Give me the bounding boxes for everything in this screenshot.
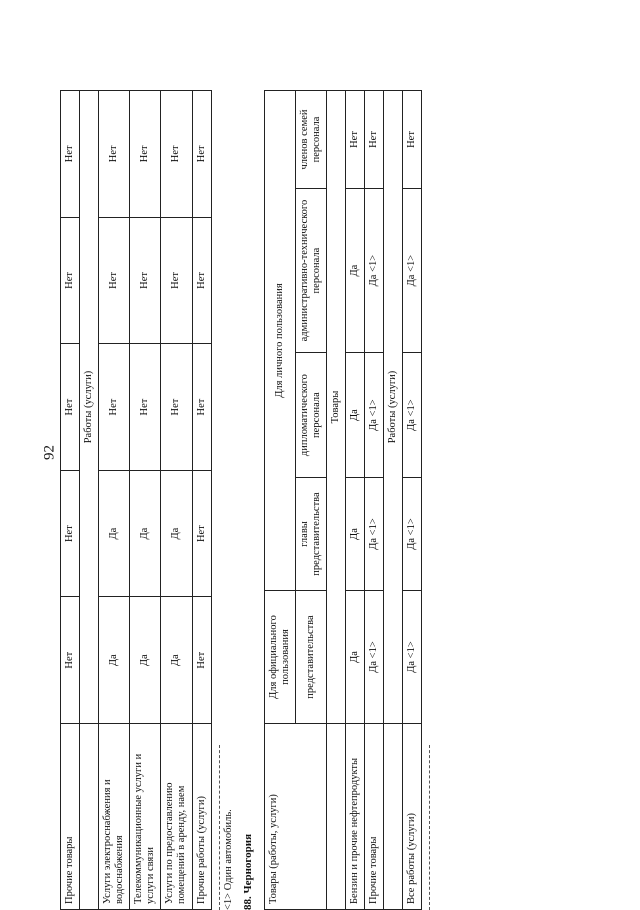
table-cell: Нет	[99, 344, 130, 471]
subheader-cell: административно-технического персонала	[295, 189, 326, 353]
table-cell: Нет	[192, 597, 211, 724]
table-cell: Да	[130, 597, 161, 724]
subheader-cell: членов семей персонала	[295, 91, 326, 189]
subheader-cell: дипломатического персонала	[295, 353, 326, 478]
row-label: Прочие товары	[364, 724, 383, 910]
table-cell: Да	[345, 189, 364, 353]
table-row	[61, 91, 80, 910]
row-label: Услуги электроснабжения и водоснабжения	[99, 724, 130, 910]
table-cell: Нет	[403, 91, 422, 189]
table-cell: Нет	[61, 344, 80, 471]
row-label: Услуги по предоставлению помещений в аренду, наем	[161, 724, 192, 910]
table-row	[403, 91, 422, 910]
table-cell: Да	[99, 597, 130, 724]
table-upper	[60, 90, 212, 910]
table-cell: Нет	[192, 91, 211, 218]
table-row	[192, 91, 211, 910]
footnote-rule-bottom	[429, 745, 430, 910]
table-cell: Нет	[130, 91, 161, 218]
footnote: <1> Один автомобиль.	[222, 809, 234, 910]
table-cell: Да <1>	[403, 189, 422, 353]
row-label: Бензин и прочие нефтепродукты	[345, 724, 364, 910]
table-montenegro	[264, 90, 423, 910]
table-cell: Да	[345, 591, 364, 724]
table-cell: Нет	[99, 91, 130, 218]
country-heading: 88. Черногория	[241, 833, 254, 910]
table-cell: Да <1>	[364, 478, 383, 591]
table-cell: Да	[161, 597, 192, 724]
section-row	[326, 91, 345, 910]
table-cell: Нет	[192, 470, 211, 597]
section-label: Работы (услуги)	[80, 91, 99, 724]
section-row	[384, 91, 403, 910]
table-cell: Да <1>	[364, 353, 383, 478]
page-number: 92	[41, 445, 58, 460]
section-row	[80, 91, 99, 910]
table-cell: Да	[130, 470, 161, 597]
table-cell: Нет	[61, 470, 80, 597]
table-cell: Да	[345, 478, 364, 591]
table-cell: Нет	[99, 217, 130, 344]
table-cell: Да	[161, 470, 192, 597]
table-row	[364, 91, 383, 910]
row-label: Телекоммуникационные услуги и услуги связи	[130, 724, 161, 910]
row-label: Прочие работы (услуги)	[192, 724, 211, 910]
table-row	[99, 91, 130, 910]
col-personal-header: Для личного пользования	[264, 91, 295, 591]
table-row	[130, 91, 161, 910]
table-row	[161, 91, 192, 910]
table-cell: Нет	[345, 91, 364, 189]
table-cell: Нет	[161, 91, 192, 218]
subheader-cell: представительства	[295, 591, 326, 724]
section-empty-cell	[384, 724, 403, 910]
table-cell: Нет	[61, 597, 80, 724]
row-label: Прочие товары	[61, 724, 80, 910]
col-official-header: Для официального пользования	[264, 591, 295, 724]
section-label: Работы (услуги)	[384, 91, 403, 724]
table-cell: Нет	[161, 217, 192, 344]
table-cell: Нет	[130, 344, 161, 471]
table-cell: Да <1>	[364, 189, 383, 353]
table-cell: Да <1>	[403, 591, 422, 724]
table-cell: Нет	[130, 217, 161, 344]
table-cell: Да	[345, 353, 364, 478]
table-row	[345, 91, 364, 910]
table-cell: Да <1>	[403, 353, 422, 478]
table-cell: Да <1>	[403, 478, 422, 591]
rotated-content	[60, 90, 600, 910]
table-cell: Нет	[192, 217, 211, 344]
table-cell: Да	[99, 470, 130, 597]
table-cell: Нет	[364, 91, 383, 189]
header-row	[264, 91, 295, 910]
table-cell: Нет	[61, 91, 80, 218]
section-empty-cell	[326, 724, 345, 910]
footnote-rule	[219, 745, 220, 910]
table-cell: Нет	[192, 344, 211, 471]
col-goods-header: Товары (работы, услуги)	[264, 724, 326, 910]
section-label: Товары	[326, 91, 345, 724]
table-cell: Нет	[161, 344, 192, 471]
table-cell: Да <1>	[364, 591, 383, 724]
section-empty-cell	[80, 724, 99, 910]
table-cell: Нет	[61, 217, 80, 344]
subheader-cell: главы представительства	[295, 478, 326, 591]
row-label: Все работы (услуги)	[403, 724, 422, 910]
